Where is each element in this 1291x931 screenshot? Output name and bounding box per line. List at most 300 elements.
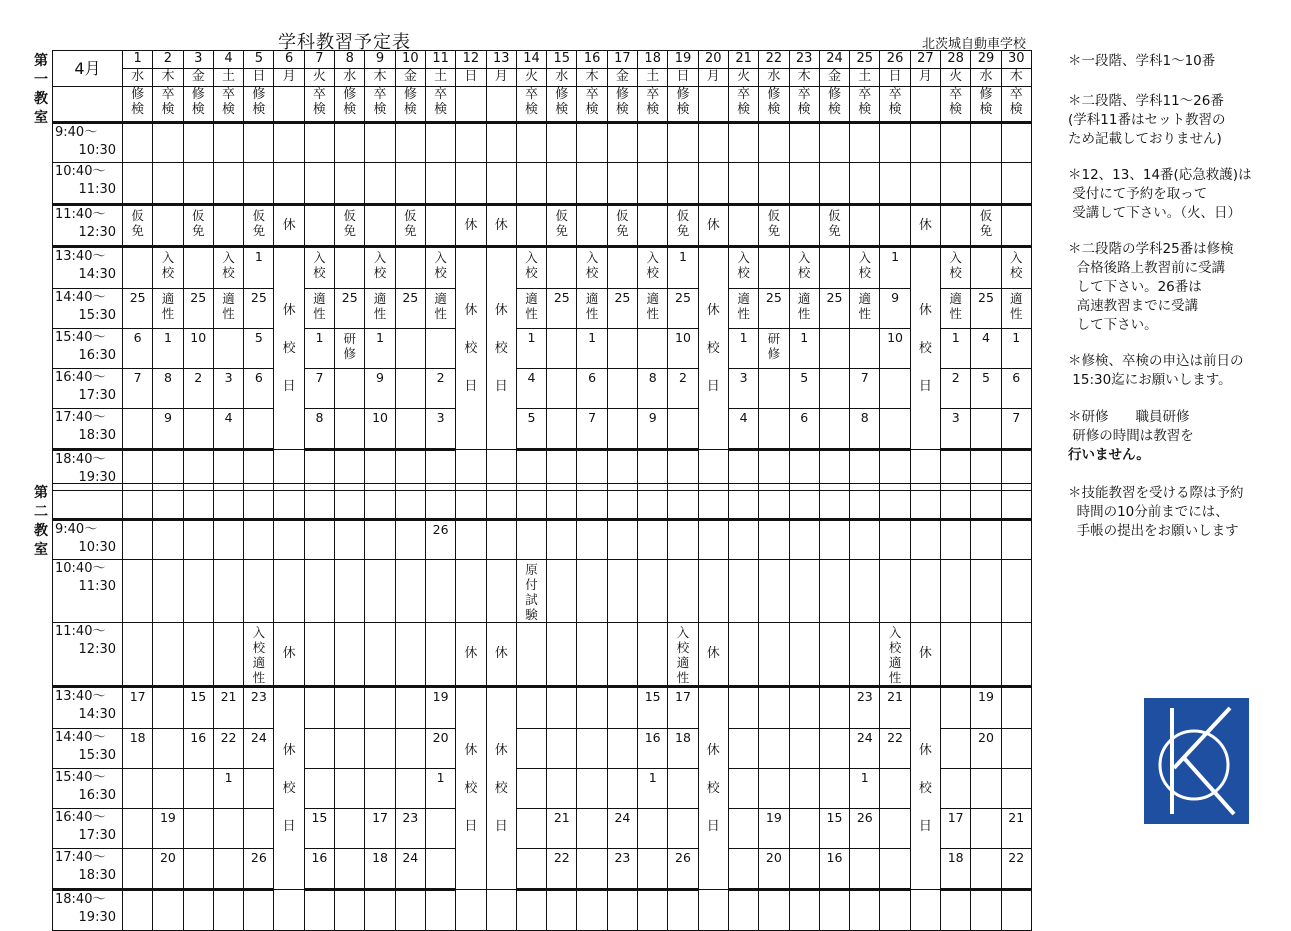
cell-char: 仮: [343, 208, 356, 223]
date-row: [53, 51, 1032, 69]
cell-char: 校: [585, 265, 599, 280]
cell-char: 免: [191, 223, 205, 238]
schedule-cell: 10: [183, 329, 213, 369]
date-cell: 1: [123, 51, 153, 69]
cell-char: 適: [646, 291, 659, 306]
schedule-cell: [395, 123, 425, 163]
schedule-cell: 1: [941, 329, 971, 369]
time-start: 17:40～: [55, 410, 106, 425]
exam-cell: [183, 87, 213, 123]
cell-char: 入: [252, 625, 266, 640]
table-row: [53, 369, 1032, 409]
schedule-cell: [668, 205, 698, 247]
cell-char: 入: [161, 250, 175, 265]
schedule-cell: [607, 890, 637, 931]
schedule-cell: 7: [123, 369, 153, 409]
schedule-cell: 4: [213, 409, 243, 450]
schedule-cell: [365, 205, 395, 247]
exam-cell: [698, 87, 728, 123]
schedule-cell: [789, 247, 819, 289]
schedule-cell: [425, 849, 455, 890]
schedule-cell: [728, 247, 758, 289]
schedule-cell: [819, 560, 849, 623]
closed-char: 休: [494, 302, 508, 318]
room2-header-cell: [819, 484, 849, 520]
schedule-cell: 25: [123, 289, 153, 329]
schedule-cell: 1: [365, 329, 395, 369]
room2-header-cell: [698, 484, 728, 520]
schedule-cell: [244, 163, 274, 205]
cell-char: 卒: [585, 87, 599, 102]
table-row: [53, 163, 1032, 205]
cell-char: 付: [525, 577, 538, 592]
schedule-cell: [547, 560, 577, 623]
schedule-cell: [425, 623, 455, 687]
schedule-cell: 9: [365, 369, 395, 409]
schedule-cell: 6: [789, 409, 819, 450]
schedule-cell: 18: [941, 849, 971, 890]
schedule-cell: 1: [213, 769, 243, 809]
schedule-cell: [395, 560, 425, 623]
schedule-cell: [153, 123, 183, 163]
schedule-cell: [425, 329, 455, 369]
schedule-cell: [668, 623, 698, 687]
room2-header-cell: [425, 484, 455, 520]
schedule-cell: [335, 247, 365, 289]
schedule-cell: 15: [638, 687, 668, 729]
room2-header-cell: [971, 484, 1001, 520]
schedule-cell: [547, 769, 577, 809]
cell-char: 検: [373, 102, 387, 117]
schedule-cell: 2: [183, 369, 213, 409]
schedule-cell: [304, 729, 334, 769]
schedule-cell: 26: [425, 520, 455, 560]
weekday-cell: 水: [971, 69, 1001, 87]
cell-char: 検: [676, 102, 690, 117]
schedule-cell: [880, 163, 910, 205]
schedule-cell: [335, 520, 365, 560]
exam-row: [53, 87, 1032, 123]
date-cell: 16: [577, 51, 607, 69]
cell-char: 入: [222, 250, 235, 265]
closed-day-cell: [698, 687, 728, 890]
schedule-cell: [244, 520, 274, 560]
schedule-cell: [304, 623, 334, 687]
schedule-cell: [244, 123, 274, 163]
cell-char: 修: [403, 87, 417, 102]
schedule-cell: 1: [638, 769, 668, 809]
room2-header-cell: [850, 484, 880, 520]
cell-char: 校: [888, 640, 902, 655]
date-cell: 4: [213, 51, 243, 69]
schedule-cell: [759, 623, 789, 687]
cell-char: 検: [343, 102, 357, 117]
table-row: [53, 560, 1032, 623]
schedule-cell: 5: [789, 369, 819, 409]
closed-char: 校: [494, 780, 508, 796]
schedule-cell: [577, 560, 607, 623]
date-cell: 7: [304, 51, 334, 69]
date-cell: 3: [183, 51, 213, 69]
exam-cell: [123, 87, 153, 123]
schedule-cell: [789, 560, 819, 623]
cell-char: 検: [131, 102, 145, 117]
schedule-cell: 26: [244, 849, 274, 890]
schedule-cell: [607, 623, 637, 687]
time-end: 19:30: [78, 910, 116, 925]
schedule-cell: 15: [304, 809, 334, 849]
time-slot: [53, 123, 123, 163]
schedule-cell: [456, 560, 486, 623]
schedule-cell: [425, 205, 455, 247]
schedule-cell: [971, 560, 1001, 623]
cell-char: 仮: [979, 208, 993, 223]
cell-char: 適: [797, 291, 811, 306]
schedule-cell: 25: [819, 289, 849, 329]
schedule-cell: [971, 520, 1001, 560]
schedule-cell: [395, 769, 425, 809]
schedule-cell: [971, 123, 1001, 163]
schedule-cell: [577, 623, 607, 687]
time-start: 9:40～: [55, 125, 98, 140]
schedule-cell: [123, 123, 153, 163]
schedule-cell: [547, 247, 577, 289]
schedule-cell: [638, 623, 668, 687]
schedule-cell: [1001, 560, 1031, 623]
time-end: 17:30: [78, 828, 116, 843]
table-row: [53, 289, 1032, 329]
schedule-cell: [971, 163, 1001, 205]
schedule-cell: [153, 163, 183, 205]
exam-cell: [941, 87, 971, 123]
closed-char: 休: [918, 742, 932, 758]
date-cell: 15: [547, 51, 577, 69]
schedule-cell: [759, 890, 789, 931]
schedule-cell: [547, 729, 577, 769]
schedule-cell: 1: [304, 329, 334, 369]
cell-char: 検: [555, 102, 569, 117]
note-item: ＊二段階、学科11〜26番 (学科11番はセット教習の ため記載しておりません): [1068, 93, 1226, 147]
weekday-cell: 水: [123, 69, 153, 87]
date-cell: 18: [638, 51, 668, 69]
schedule-cell: [728, 163, 758, 205]
schedule-cell: [819, 205, 849, 247]
schedule-cell: [759, 247, 789, 289]
cell-char: 修: [343, 87, 357, 102]
weekday-cell: 日: [668, 69, 698, 87]
schedule-cell: [880, 849, 910, 890]
schedule-cell: [971, 769, 1001, 809]
cell-char: 免: [676, 223, 690, 238]
schedule-cell: [274, 163, 304, 205]
schedule-cell: [365, 687, 395, 729]
schedule-cell: [668, 560, 698, 623]
cell-char: 検: [525, 102, 539, 117]
time-end: 16:30: [78, 348, 116, 363]
schedule-cell: [365, 247, 395, 289]
schedule-cell: [819, 769, 849, 809]
date-cell: 9: [365, 51, 395, 69]
time-slot: [53, 769, 123, 809]
schedule-cell: 20: [153, 849, 183, 890]
time-slot: [53, 729, 123, 769]
schedule-cell: [577, 163, 607, 205]
room2-header-cell: [304, 484, 334, 520]
schedule-cell: [880, 560, 910, 623]
closed-char: 校: [706, 780, 720, 796]
schedule-cell: 23: [244, 687, 274, 729]
school-logo: [1144, 698, 1249, 824]
time-end: 19:30: [78, 470, 116, 485]
schedule-cell: [304, 687, 334, 729]
schedule-cell: [789, 205, 819, 247]
cell-char: 適: [525, 291, 538, 306]
cell-char: 入: [373, 250, 387, 265]
closed-day-cell: [910, 247, 940, 450]
schedule-cell: [1001, 623, 1031, 687]
schedule-cell: [819, 123, 849, 163]
schedule-cell: 25: [395, 289, 425, 329]
cell-char: 適: [585, 291, 599, 306]
schedule-cell: [577, 520, 607, 560]
closed-day-cell: [274, 687, 304, 890]
schedule-cell: [153, 205, 183, 247]
cell-char: 卒: [222, 87, 236, 102]
schedule-cell: 3: [425, 409, 455, 450]
schedule-cell: [607, 409, 637, 450]
schedule-cell: 25: [759, 289, 789, 329]
cell-char: 適: [676, 655, 690, 670]
table-row: [53, 123, 1032, 163]
cell-char: 校: [434, 265, 447, 280]
time-end: 10:30: [78, 540, 116, 555]
time-slot: [53, 289, 123, 329]
schedule-cell: 3: [728, 369, 758, 409]
schedule-cell: [547, 123, 577, 163]
schedule-cell: [941, 289, 971, 329]
schedule-cell: [819, 729, 849, 769]
schedule-cell: [638, 329, 668, 369]
schedule-cell: [244, 809, 274, 849]
table-row: [53, 849, 1032, 890]
schedule-cell: 19: [971, 687, 1001, 729]
schedule-cell: [638, 849, 668, 890]
schedule-cell: [819, 520, 849, 560]
schedule-cell: 25: [183, 289, 213, 329]
weekday-cell: 金: [183, 69, 213, 87]
cell-char: 仮: [676, 208, 690, 223]
schedule-cell: [123, 247, 153, 289]
time-start: 10:40～: [55, 561, 106, 576]
schedule-cell: [1001, 769, 1031, 809]
closed-cell: 休: [456, 623, 486, 687]
schedule-cell: 1: [850, 769, 880, 809]
schedule-cell: [1001, 890, 1031, 931]
time-slot: [53, 623, 123, 687]
schedule-cell: [365, 623, 395, 687]
schedule-cell: [335, 623, 365, 687]
weekday-cell: 木: [1001, 69, 1031, 87]
schedule-cell: [274, 890, 304, 931]
date-cell: 19: [668, 51, 698, 69]
schedule-cell: [850, 890, 880, 931]
schedule-cell: [668, 520, 698, 560]
schedule-cell: [274, 520, 304, 560]
schedule-cell: [335, 205, 365, 247]
schedule-cell: [395, 520, 425, 560]
room2-header-cell: [335, 484, 365, 520]
schedule-cell: 9: [153, 409, 183, 450]
schedule-cell: [425, 890, 455, 931]
schedule-cell: [123, 809, 153, 849]
time-start: 13:40～: [55, 689, 106, 704]
closed-char: 日: [706, 378, 720, 394]
schedule-cell: [607, 369, 637, 409]
schedule-cell: [607, 123, 637, 163]
schedule-cell: [153, 729, 183, 769]
cell-char: 原: [525, 562, 538, 577]
schedule-cell: 7: [850, 369, 880, 409]
schedule-cell: 16: [304, 849, 334, 890]
cell-char: 免: [252, 223, 266, 238]
cell-char: 検: [797, 102, 811, 117]
cell-char: 校: [1010, 265, 1023, 280]
schedule-cell: [880, 205, 910, 247]
schedule-cell: [789, 520, 819, 560]
closed-cell: 休: [698, 205, 728, 247]
schedule-cell: [183, 809, 213, 849]
exam-cell: [1001, 87, 1031, 123]
cell-char: 適: [252, 655, 266, 670]
exam-cell: [880, 87, 910, 123]
date-cell: 22: [759, 51, 789, 69]
schedule-cell: [123, 769, 153, 809]
cell-char: 仮: [616, 208, 629, 223]
cell-char: 性: [525, 306, 538, 321]
schedule-cell: [123, 409, 153, 450]
schedule-cell: [850, 623, 880, 687]
schedule-cell: [971, 205, 1001, 247]
schedule-cell: 17: [668, 687, 698, 729]
schedule-cell: [425, 247, 455, 289]
cell-char: 性: [737, 306, 750, 321]
schedule-cell: [213, 520, 243, 560]
schedule-cell: 7: [1001, 409, 1031, 450]
cell-char: 修: [767, 346, 781, 361]
schedule-cell: [880, 623, 910, 687]
schedule-cell: 4: [516, 369, 546, 409]
schedule-cell: [638, 247, 668, 289]
date-cell: 12: [456, 51, 486, 69]
schedule-cell: [183, 520, 213, 560]
time-start: 16:40～: [55, 370, 106, 385]
schedule-cell: [183, 205, 213, 247]
schedule-cell: 21: [213, 687, 243, 729]
schedule-cell: 15: [183, 687, 213, 729]
time-slot: [53, 329, 123, 369]
schedule-cell: [789, 123, 819, 163]
schedule-cell: 1: [153, 329, 183, 369]
schedule-cell: 20: [971, 729, 1001, 769]
table-row: [53, 409, 1032, 450]
closed-char: 日: [282, 378, 296, 394]
cell-char: 入: [313, 250, 326, 265]
schedule-cell: [850, 560, 880, 623]
schedule-cell: [213, 247, 243, 289]
schedule-cell: 17: [941, 809, 971, 849]
cell-char: 適: [434, 291, 447, 306]
schedule-cell: [365, 890, 395, 931]
cell-char: 適: [222, 291, 235, 306]
time-slot: [53, 687, 123, 729]
weekday-cell: 土: [213, 69, 243, 87]
cell-char: 卒: [1009, 87, 1023, 102]
schedule-cell: [547, 623, 577, 687]
schedule-cell: [153, 687, 183, 729]
exam-cell: [365, 87, 395, 123]
cell-char: 性: [888, 670, 902, 685]
schedule-cell: [638, 809, 668, 849]
schedule-cell: [395, 623, 425, 687]
schedule-cell: 8: [153, 369, 183, 409]
schedule-cell: 15: [819, 809, 849, 849]
weekday-row: [53, 69, 1032, 87]
cell-char: 卒: [312, 87, 326, 102]
cell-char: 仮: [555, 208, 569, 223]
exam-cell: [516, 87, 546, 123]
schedule-cell: 2: [668, 369, 698, 409]
schedule-cell: [880, 890, 910, 931]
time-start: 15:40～: [55, 770, 106, 785]
time-start: 14:40～: [55, 730, 106, 745]
schedule-cell: [425, 289, 455, 329]
schedule-cell: [547, 329, 577, 369]
schedule-cell: [486, 520, 516, 560]
schedule-cell: [789, 623, 819, 687]
closed-cell: 休: [486, 205, 516, 247]
schedule-cell: [577, 289, 607, 329]
schedule-cell: [607, 687, 637, 729]
cell-char: 卒: [737, 87, 751, 102]
cell-char: 免: [555, 223, 569, 238]
schedule-cell: [123, 520, 153, 560]
weekday-cell: 土: [850, 69, 880, 87]
schedule-cell: [395, 369, 425, 409]
schedule-cell: 16: [819, 849, 849, 890]
schedule-cell: 24: [395, 849, 425, 890]
schedule-cell: [213, 849, 243, 890]
schedule-cell: [213, 205, 243, 247]
schedule-cell: [547, 205, 577, 247]
date-cell: 23: [789, 51, 819, 69]
schedule-cell: [728, 769, 758, 809]
note-item: ＊修検、卒検の申込は前日の 15:30迄にお願いします。: [1068, 353, 1244, 388]
weekday-cell: 日: [244, 69, 274, 87]
cell-char: 校: [858, 265, 872, 280]
schedule-cell: [304, 890, 334, 931]
schedule-cell: [941, 163, 971, 205]
table-row: [53, 890, 1032, 931]
schedule-cell: 26: [668, 849, 698, 890]
schedule-cell: [395, 163, 425, 205]
schedule-cell: [244, 623, 274, 687]
exam-cell: [638, 87, 668, 123]
schedule-cell: [183, 849, 213, 890]
room2-header-label: [53, 484, 123, 520]
cell-char: 入: [737, 250, 750, 265]
schedule-cell: [759, 329, 789, 369]
room2-header-cell: [395, 484, 425, 520]
